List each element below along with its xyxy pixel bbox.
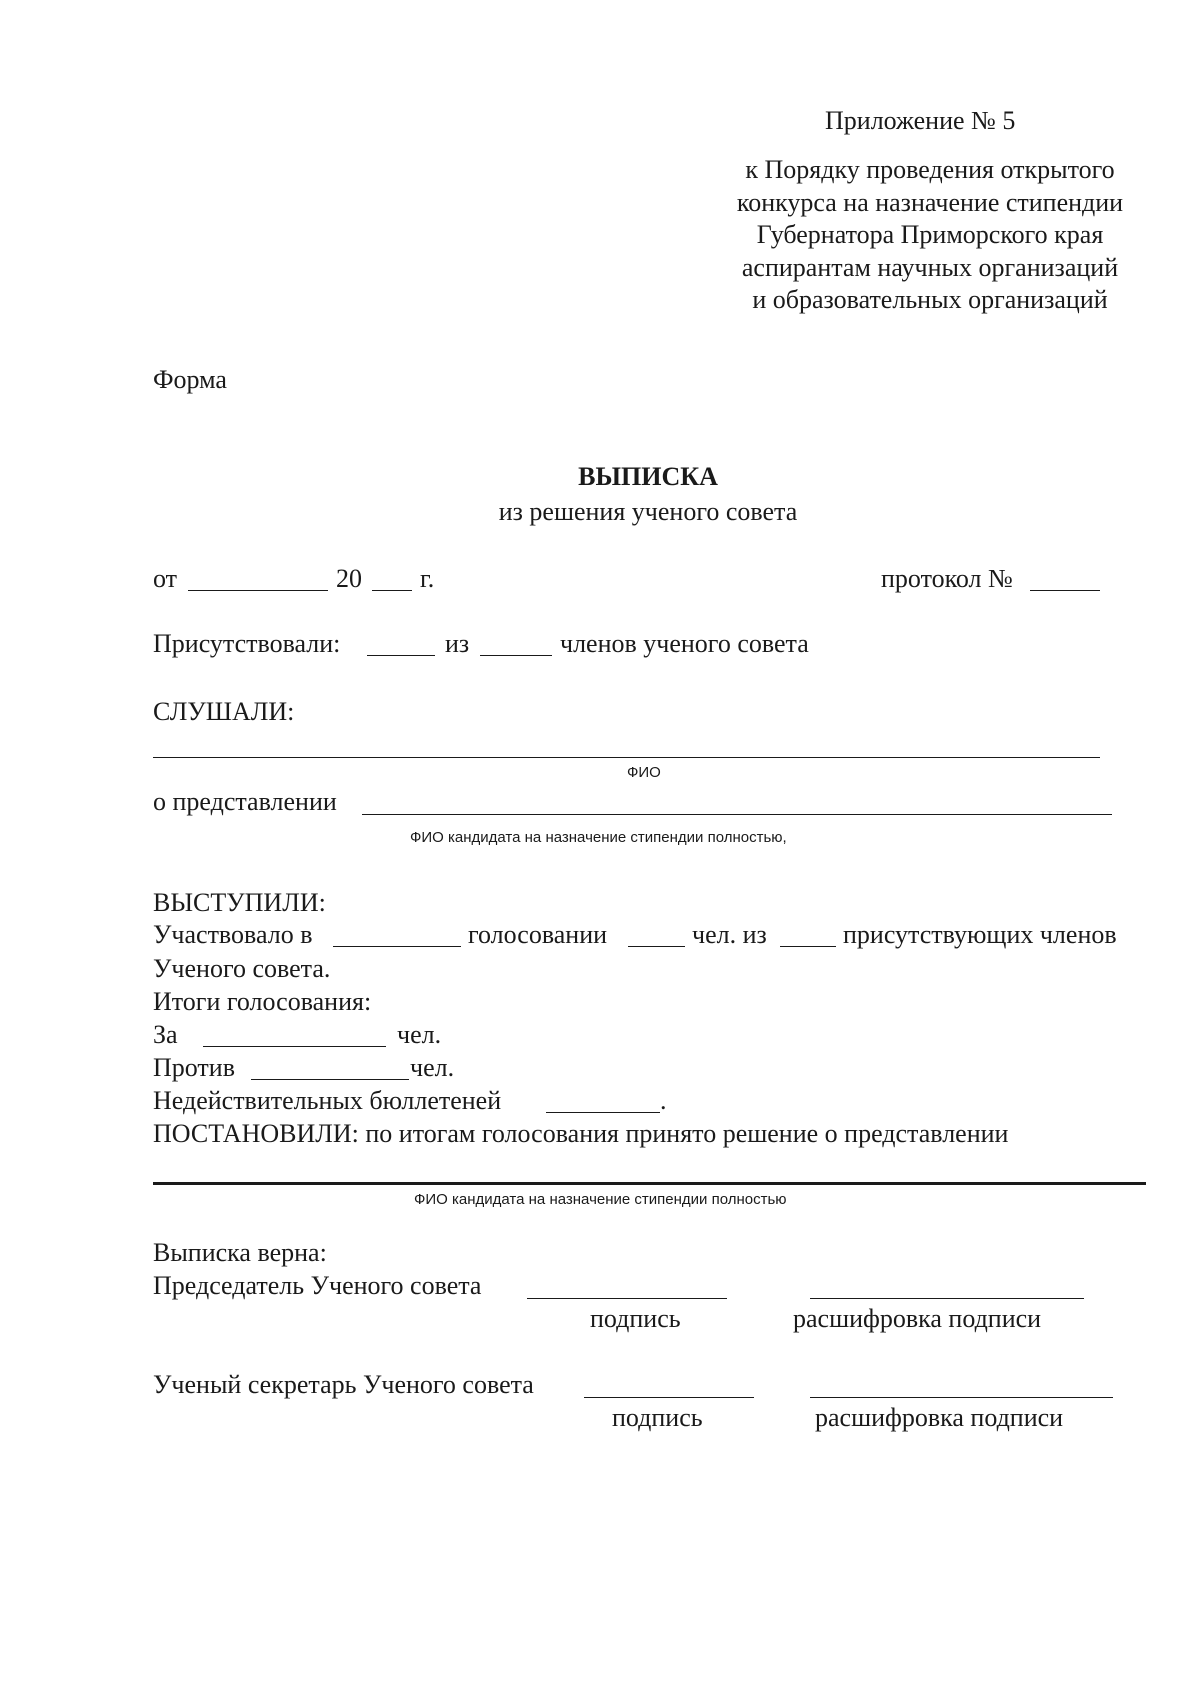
year-suffix: г. [420, 564, 435, 593]
secretary-decoding-blank[interactable] [810, 1397, 1113, 1398]
total-members-blank[interactable] [480, 655, 552, 656]
document-subtitle: из решения ученого совета [498, 497, 798, 526]
appendix-text [690, 154, 1170, 317]
chairman-signature-caption: подпись [590, 1304, 681, 1333]
present-members-label: присутствующих членов [843, 920, 1117, 949]
invalid-label: Недействительных бюллетеней [153, 1086, 502, 1115]
protocol-label: протокол № [881, 564, 1013, 593]
appendix-line: и образовательных организаций [752, 285, 1108, 314]
extract-correct-label: Выписка верна: [153, 1238, 327, 1267]
participated-count-blank[interactable] [333, 946, 461, 947]
present-count-blank[interactable] [367, 655, 435, 656]
fio-caption: ФИО [627, 764, 661, 781]
date-blank[interactable] [188, 590, 328, 591]
for-label: За [153, 1020, 178, 1049]
results-label: Итоги голосования: [153, 987, 372, 1016]
invalid-count-blank[interactable] [546, 1112, 660, 1113]
voting-label: голосовании [468, 920, 608, 949]
speaker-fio-blank[interactable] [153, 757, 1100, 758]
for-count-blank[interactable] [203, 1046, 386, 1047]
voters-count-blank[interactable] [628, 946, 685, 947]
form-label: Форма [153, 365, 227, 394]
secretary-decoding-caption: расшифровка подписи [815, 1403, 1064, 1432]
secretary-signature-caption: подпись [612, 1403, 703, 1432]
spoke-label: ВЫСТУПИЛИ: [153, 888, 326, 917]
about-label: о представлении [153, 787, 337, 816]
attendance-suffix: членов ученого совета [560, 629, 809, 658]
council-label: Ученого совета. [153, 954, 331, 983]
candidate-fio-blank[interactable] [362, 814, 1112, 815]
chairman-label: Председатель Ученого совета [153, 1271, 482, 1300]
date-from-label: от [153, 564, 178, 593]
against-label: Против [153, 1053, 235, 1082]
against-count-blank[interactable] [251, 1079, 409, 1080]
resolved-candidate-caption: ФИО кандидата на назначение стипендии полностью [414, 1191, 787, 1208]
chairman-decoding-blank[interactable] [810, 1298, 1084, 1299]
present-members-blank[interactable] [780, 946, 836, 947]
year-blank[interactable] [372, 590, 412, 591]
candidate-caption: ФИО кандидата на назначение стипендии полностью, [410, 829, 787, 846]
against-unit: чел. [410, 1053, 455, 1082]
appendix-line: Губернатора Приморского края [756, 220, 1104, 249]
for-unit: чел. [397, 1020, 442, 1049]
people-from-label: чел. из [692, 920, 767, 949]
year-prefix: 20 [336, 564, 362, 593]
secretary-signature-blank[interactable] [584, 1397, 754, 1398]
attendance-label: Присутствовали: [153, 629, 341, 658]
chairman-signature-blank[interactable] [527, 1298, 727, 1299]
secretary-label: Ученый секретарь Ученого совета [153, 1370, 534, 1399]
protocol-number-blank[interactable] [1030, 590, 1100, 591]
appendix-title: Приложение № 5 [825, 106, 1016, 135]
invalid-end: . [660, 1086, 667, 1115]
chairman-decoding-caption: расшифровка подписи [793, 1304, 1042, 1333]
participated-label: Участвовало в [153, 920, 313, 949]
appendix-line: конкурса на назначение стипендии [736, 187, 1124, 217]
attendance-from: из [445, 629, 470, 658]
document-title: ВЫПИСКА [578, 462, 718, 491]
appendix-line: к Порядку проведения открытого [745, 155, 1115, 184]
heard-label: СЛУШАЛИ: [153, 697, 295, 726]
appendix-line: аспирантам научных организаций [741, 252, 1119, 282]
resolved-text: ПОСТАНОВИЛИ: по итогам голосования принято решение о представлении [153, 1119, 1009, 1148]
resolved-candidate-blank[interactable] [153, 1182, 1146, 1185]
